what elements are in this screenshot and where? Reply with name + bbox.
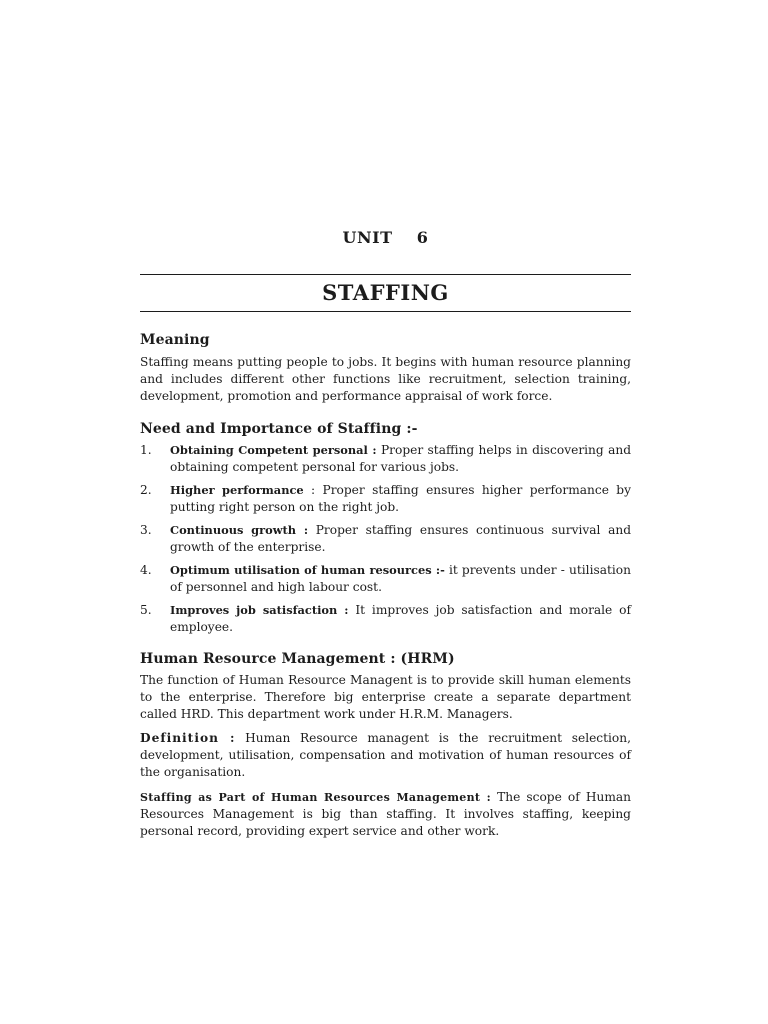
list-item-text: It improves job satisfaction and morale of employee. — [170, 603, 631, 634]
staffing-part-term: Staffing as Part of Human Resources Management : — [140, 791, 491, 804]
need-heading: Need and Importance of Staffing :- — [140, 421, 418, 437]
meaning-heading: Meaning — [140, 332, 210, 348]
list-item-number: 4. — [140, 563, 152, 577]
list-item-term: Obtaining Competent personal : — [170, 443, 377, 457]
unit-label: UNIT 6 — [342, 228, 429, 247]
title-rule-top — [140, 274, 631, 275]
list-item — [140, 482, 631, 516]
page-title: STAFFING — [322, 280, 449, 305]
meaning-paragraph: Staffing means putting people to jobs. It begins with human resource planning and includes different other functions like recruitment, selection training, development, promotion and performance appraisal of work force. — [140, 355, 631, 403]
section-meaning — [140, 330, 631, 405]
list-item-text: it prevents under - utilisation of personnel and high labour cost. — [170, 563, 631, 594]
section-hrm — [140, 649, 631, 840]
staffing-part-text: The scope of Human Resources Management is big than staffing. It involves staffing, keeping personal record, providing expert service and other work. — [140, 790, 631, 838]
list-item-text: : Proper staffing ensures higher performance by putting right person on the right job. — [170, 483, 631, 514]
hrm-heading: Human Resource Management : (HRM) — [140, 651, 455, 667]
list-item — [140, 442, 631, 476]
hrm-paragraph: The function of Human Resource Managent is to provide skill human elements to the enterprise. Therefore big enterprise create a separate department called HRD. This department work under H.R.M. Managers. — [140, 673, 631, 721]
list-item-text: Proper staffing helps in discovering and obtaining competent personal for various jobs. — [170, 443, 631, 474]
list-item-term: Improves job satisfaction : — [170, 603, 349, 617]
page-content — [140, 330, 631, 840]
list-item-term: Higher performance — [170, 483, 304, 497]
title-rule-bottom — [140, 311, 631, 312]
definition-text: Human Resource managent is the recruitment selection, development, utilisation, compensation and motivation of human resources of the organisation. — [140, 731, 631, 779]
section-need-importance — [140, 419, 631, 636]
staffing-part-paragraph — [140, 789, 631, 840]
definition-term: Definition : — [140, 731, 236, 745]
list-item-term: Optimum utilisation of human resources :- — [170, 563, 445, 577]
list-item-term: Continuous growth : — [170, 523, 309, 537]
list-item-number: 1. — [140, 443, 152, 457]
list-item — [140, 522, 631, 556]
list-item-number: 3. — [140, 523, 152, 537]
list-item-text: Proper staffing ensures continuous survival and growth of the enterprise. — [170, 523, 631, 554]
definition-paragraph — [140, 730, 631, 781]
need-list — [140, 442, 631, 636]
list-item-number: 2. — [140, 483, 152, 497]
list-item — [140, 602, 631, 636]
list-item-number: 5. — [140, 603, 152, 617]
list-item — [140, 562, 631, 596]
